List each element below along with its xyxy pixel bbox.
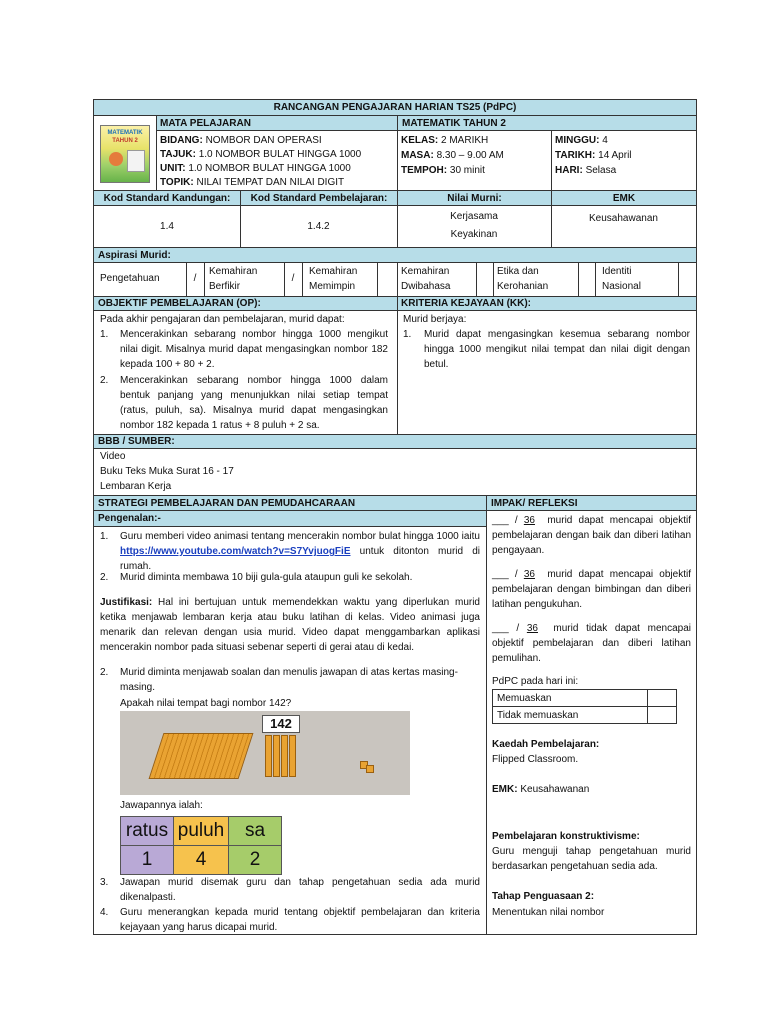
pv-value-puluh: 4 [174,846,229,875]
aspirasi-mark-2: / [291,273,295,284]
aspirasi-pengetahuan: Pengetahuan [100,273,160,284]
op-item-1: Mencerakinkan sebarang nombor hingga 1000 mengikut nilai digit. Misalnya murid dapat mengasingkan nombor 182 kepada 100 + 80 + 2. [120,329,388,370]
kaedah-label: Kaedah Pembelajaran: [492,739,600,750]
op-item-2: Mencerakinkan sebarang nombor hingga 1000 dalam bentuk panjang yang menunjukkan nilai setiap tempat (ratus, puluh, sa). Misalnya murid dapat mengasingkan nombor 182 kepada 1 ratus + 8 puluh + 2 sa. [120,375,388,431]
konstruk-value: Guru menguji tahap pengetahuan murid berdasarkan pengetahuan sedia ada. [492,846,691,872]
aspirasi-etika: Etika dan Kerohanian [497,266,549,292]
pdpc-tidak-memuaskan-check[interactable] [648,707,677,724]
tarikh-line: TARIKH: 14 April [555,150,632,161]
tempoh-line: TEMPOH: 30 minit [401,165,485,176]
aspirasi-mark-1: / [193,273,197,284]
justifikasi-paragraph: Justifikasi: Hal ini bertujuan untuk memendekkan waktu yang diperlukan murid ketika menjawab lembaran kerja atau buku latihan di kelas. Video animasi juga menarik dan relevan dengan usia murid. Video dapat menggambarkan aplikasi mencerakin nombor pada situasi sebenar seperti di gerai atau di kedai. [100,597,480,653]
minggu-line: MINGGU: 4 [555,135,608,146]
hundreds-flat-block [149,733,254,779]
bbm-item-buku: Buku Teks Muka Surat 16 - 17 [100,466,234,477]
kk-item-1: Murid dapat mengasingkan kesemua sebarang nombor hingga 1000 mengikut nilai tempat dan nilai digit dengan betul. [424,329,690,370]
strategi-number-3: 2. [100,667,109,678]
strategi-item-1: Guru memberi video animasi tentang mencerakin nombor bulat hingga 1000 iaitu https://www.youtube.com/watch?v=S7YvjuogFiE untuk ditonton murid di rumah. [120,531,481,572]
youtube-video-link[interactable]: https://www.youtube.com/watch?v=S7YvjuogFiE [120,546,351,557]
aspirasi-dwibahasa: Kemahiran Dwibahasa [401,266,451,292]
unit-cube-2 [366,765,374,773]
konstruk-label: Pembelajaran konstruktivisme: [492,831,640,842]
base-ten-blocks-image [120,711,410,795]
standards-values [94,206,696,247]
sp-value: 1.4.2 [307,221,330,232]
strategi-number-1: 1. [100,531,109,542]
pdpc-table [492,689,677,724]
jawapan-label: Jawapannya ialah: [120,800,203,811]
aspirasi-identiti: Identiti Nasional [602,266,641,292]
strategi-header: STRATEGI PEMBELAJARAN DAN PEMUDAHCARAAN [98,498,356,509]
strategi-number-4b: 4. [100,907,109,918]
block-number-label: 142 [262,715,300,733]
strategi-item-3: Murid diminta menjawab soalan dan menulis jawapan di atas kertas masing-masing. [120,667,458,693]
cover-title: MATEMATIK [107,130,143,136]
strategi-number-2: 2. [100,572,109,583]
cover-subtitle: TAHUN 2 [112,138,138,144]
pv-header-sa: sa [229,817,282,846]
op-header: OBJEKTIF PEMBELAJARAN (OP): [98,298,261,309]
strategi-number-3b: 3. [100,877,109,888]
op-number-2: 2. [100,375,109,386]
nilai-value-1: Kerjasama [450,211,498,222]
bbm-body [94,449,696,496]
tens-rod-1 [265,735,272,777]
impak-r3: ___ / 36 murid tidak dapat mencapai objektif pembelajaran dan diberi latihan pemulihan. [492,623,691,664]
pengenalan-header: Pengenalan:- [94,511,486,527]
sp-header: Kod Standard Pembelajaran: [240,191,397,206]
impak-body [487,511,696,935]
impak-r1: ___ / 36 murid dapat mencapai objektif pembelajaran dengan baik dan diberi latihan pengayaan. [492,515,691,556]
mata-pelajaran-label: MATA PELAJARAN [156,116,397,131]
bbm-item-lembaran: Lembaran Kerja [100,481,172,492]
pv-value-sa: 2 [229,846,282,875]
sk-value: 1.4 [160,221,174,232]
cover-book-icon [127,150,145,172]
kk-header: KRITERIA KEJAYAAN (KK): [401,298,532,309]
kk-intro: Murid berjaya: [403,314,467,325]
op-kk-header [94,296,696,311]
hari-line: HARI: Selasa [555,165,617,176]
pdpc-tidak-memuaskan: Tidak memuaskan [493,707,648,724]
nilai-value-2: Keyakinan [450,229,498,240]
strategi-item-5: Guru menerangkan kepada murid tentang objektif pembelajaran dan kriteria kejayaan yang harus dicapai murid. [120,907,480,933]
aspirasi-memimpin: Kemahiran Memimpin [309,266,358,292]
op-number-1: 1. [100,329,109,340]
bidang-line: BIDANG: NOMBOR DAN OPERASI [160,135,322,146]
emk-value: Keusahawanan [589,213,658,224]
tajuk-line: TAJUK: 1.0 NOMBOR BULAT HINGGA 1000 [160,149,362,160]
nilai-header: Nilai Murni: [397,191,551,206]
kk-number-1: 1. [403,329,412,340]
pdpc-memuaskan-check[interactable] [648,690,677,707]
bbm-header: BBB / SUMBER: [94,434,696,449]
op-intro: Pada akhir pengajaran dan pembelajaran, murid dapat: [100,314,345,325]
textbook-cover-image [100,125,150,183]
tahap-label: Tahap Penguasaan 2: [492,891,595,902]
pv-value-ratus: 1 [121,846,174,875]
emk-header: EMK [551,191,696,206]
question-text: Apakah nilai tempat bagi nombor 142? [120,698,292,709]
page-title: RANCANGAN PENGAJARAN HARIAN TS25 (PdPC) [94,100,696,116]
tens-rod-2 [273,735,280,777]
unit-line: UNIT: 1.0 NOMBOR BULAT HINGGA 1000 [160,163,351,174]
impak-header: IMPAK/ REFLEKSI [491,498,578,509]
pv-header-ratus: ratus [121,817,174,846]
pdpc-label: PdPC pada hari ini: [492,676,579,687]
impak-r2: ___ / 36 murid dapat mencapai objektif pembelajaran dengan bimbingan dan diberi latihan pengukuhan. [492,569,691,610]
pdpc-memuaskan: Memuaskan [493,690,648,707]
standards-header [94,190,696,206]
strategi-item-2: Murid diminta membawa 10 biji gula-gula ataupun guli ke sekolah. [120,572,413,583]
strategi-item-4: Jawapan murid disemak guru dan tahap pengetahuan sedia ada murid dikenalpasti. [120,877,480,903]
bbm-item-video: Video [100,451,126,462]
masa-line: MASA: 8.30 – 9.00 AM [401,150,504,161]
aspirasi-row [94,263,696,296]
place-value-table [120,816,282,875]
sk-header: Kod Standard Kandungan: [103,193,231,204]
tahap-value: Menentukan nilai nombor [492,907,605,918]
strategi-impak-header [94,495,696,511]
op-kk-body [94,311,696,436]
tens-rod-4 [289,735,296,777]
aspirasi-header: Aspirasi Murid: [94,247,696,263]
lesson-plan-page [93,99,697,935]
pv-header-puluh: puluh [174,817,229,846]
topik-line: TOPIK: NILAI TEMPAT DAN NILAI DIGIT [160,177,345,188]
subject-name: MATEMATIK TAHUN 2 [397,116,696,131]
impak-emk-line: EMK: Keusahawanan [492,784,590,795]
info-block [94,116,696,191]
cover-character-icon [109,152,123,166]
tens-rod-3 [281,735,288,777]
kaedah-value: Flipped Classroom. [492,754,579,765]
kelas-line: KELAS: 2 MARIKH [401,135,489,146]
aspirasi-berfikir: Kemahiran Berfikir [209,266,258,292]
